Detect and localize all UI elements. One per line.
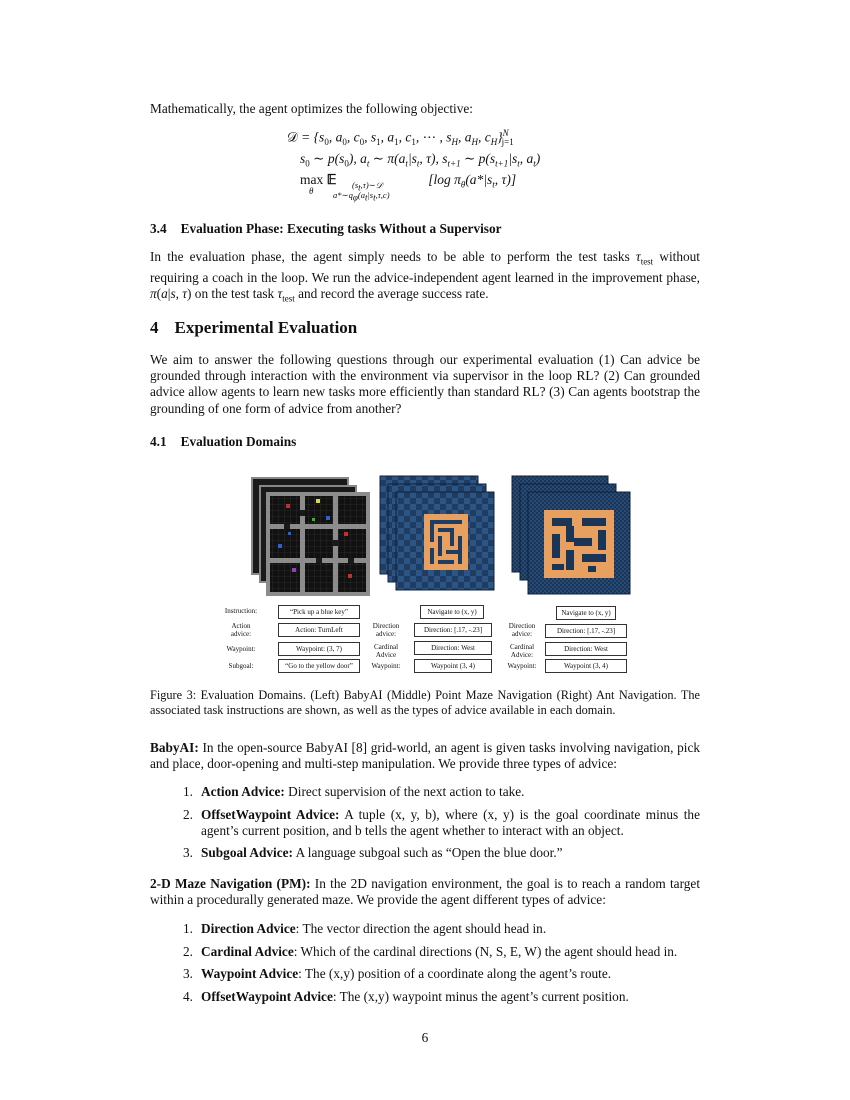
list-item <box>175 944 700 962</box>
maze-item-2-text: : Which of the cardinal directions (N, S, E, W) the agent should head in. <box>293 944 678 959</box>
eq-sub1: $(s_t,\tau)\sim 𝒟$ <box>352 180 383 193</box>
point-maze-value-direction: Direction: [.17, -.23] <box>414 623 492 637</box>
ant-value-waypoint: Waypoint (3, 4) <box>545 659 627 673</box>
section-3-4-number: 3.4 <box>150 221 167 236</box>
ant-value-instruction: Navigate to (x, y) <box>556 606 616 620</box>
list-item <box>175 807 700 841</box>
point-maze-label-cardinal: Cardinal Advice <box>373 643 399 659</box>
ant-value-cardinal: Direction: West <box>545 642 627 656</box>
point-maze-value-waypoint: Waypoint (3, 4) <box>414 659 492 673</box>
equation-line-2: $s_0$ ∼ $p(s_0)$, $a_t$ ∼ $\pi(a_t|s_t$, τ), $s_{t+1}$ ∼ $p(s_{t+1}|s_t$, $a_t$) <box>300 151 541 169</box>
section-4-1-heading <box>150 434 296 450</box>
equation-line-1: 𝒟 = {$s_0$, $a_0$, $c_0$, $s_1$, $a_1$, $c_1$, ⋯ , $s_H$, $a_H$, $c_H\}^N_{j=1}$ <box>287 128 514 148</box>
figure-3-images <box>248 474 648 604</box>
maze-item-1-num: 1. <box>183 921 193 936</box>
list-item <box>175 784 700 802</box>
section-4-heading <box>150 318 357 338</box>
section-4-1-title: Evaluation Domains <box>180 434 297 449</box>
list-item <box>175 989 700 1007</box>
section-4-paragraph: We aim to answer the following questions through our experimental evaluation (1) Can advice be grounded through interaction with the environment via supervisor in the loop RL? (2) Can grounded advice allow agents to learn new tasks more efficiently than standard RL? (3) Can agents bootstrap the grounding of one form of advice from another? <box>150 352 700 416</box>
babyai-label-action: Action advice: <box>230 622 252 638</box>
ant-value-direction: Direction: [.17, -.23] <box>545 624 627 638</box>
maze-item-3-bold: Waypoint Advice <box>201 966 299 981</box>
maze-lead: 2-D Maze Navigation (PM): <box>150 876 311 891</box>
point-maze-advice-table <box>368 603 498 673</box>
maze-text: In the 2D navigation environment, the goal is to reach a random target within a procedurally generated maze. We provide the agent different types of advice: <box>150 876 701 908</box>
list-item <box>175 921 700 939</box>
babyai-advice-table <box>216 603 366 673</box>
babyai-label-subgoal: Subgoal: <box>228 662 254 670</box>
section-3-4-title: Evaluation Phase: Executing tasks Without a Supervisor <box>180 221 502 236</box>
babyai-item-2-bold: OffsetWaypoint Advice: <box>201 807 340 822</box>
babyai-item-1-bold: Action Advice: <box>201 784 285 799</box>
eq-max: max <box>300 172 324 187</box>
page-number: 6 <box>421 1030 429 1045</box>
babyai-item-3-num: 3. <box>183 845 193 860</box>
point-maze-value-cardinal: Direction: West <box>414 641 492 655</box>
babyai-value-waypoint: Waypoint: (3, 7) <box>278 642 360 656</box>
babyai-image-stack <box>252 478 368 594</box>
babyai-item-3-bold: Subgoal Advice: <box>201 845 293 860</box>
maze-item-3-text: : The (x,y) position of a coordinate along the agent’s route. <box>298 966 612 981</box>
point-maze-image-stack <box>380 476 494 590</box>
point-maze-label-waypoint: Waypoint: <box>371 662 401 670</box>
maze-item-4-num: 4. <box>183 989 193 1004</box>
babyai-item-2-text: A tuple (x, y, b), where (x, y) is the goal coordinate minus the agent’s current position, and b tells the agent whether to interact with an object. <box>201 807 700 839</box>
babyai-label-instruction: Instruction: <box>224 607 258 615</box>
babyai-value-action: Action: TurnLeft <box>278 623 360 637</box>
section-4-title: Experimental Evaluation <box>174 318 358 337</box>
ant-label-direction: Direction advice: <box>508 622 536 638</box>
babyai-label-waypoint: Waypoint: <box>226 645 256 653</box>
intro-line: Mathematically, the agent optimizes the following objective: <box>150 101 473 116</box>
point-maze-value-instruction: Navigate to (x, y) <box>420 605 484 619</box>
babyai-item-2-num: 2. <box>183 807 193 822</box>
maze-item-1-text: : The vector direction the agent should head in. <box>295 921 547 936</box>
eq-expectation: 𝔼 <box>326 172 337 187</box>
ant-label-waypoint: Waypoint: <box>507 662 537 670</box>
maze-paragraph <box>150 876 700 908</box>
point-maze-label-direction: Direction advice: <box>372 622 400 638</box>
babyai-item-3-text: A language subgoal such as “Open the blue door.” <box>293 845 563 860</box>
maze-item-2-bold: Cardinal Advice <box>201 944 294 959</box>
maze-item-3-num: 3. <box>183 966 193 981</box>
maze-item-2-num: 2. <box>183 944 193 959</box>
babyai-paragraph <box>150 740 700 772</box>
babyai-value-instruction: “Pick up a blue key” <box>278 605 360 619</box>
list-item <box>175 966 700 984</box>
maze-item-4-bold: OffsetWaypoint Advice <box>201 989 333 1004</box>
section-4-1-number: 4.1 <box>150 434 167 449</box>
section-3-4-paragraph: In the evaluation phase, the agent simply needs to be able to perform the test tasks $\tau_{test}$ without requiring a coach in the loop. We run the advice-independent agent learned in the improvement phase, π(a|s, τ) on the test task $\tau_{test}$ and record the average success rate. <box>150 249 700 304</box>
figure-3-caption: Figure 3: Evaluation Domains. (Left) BabyAI (Middle) Point Maze Navigation (Right) Ant Navigation. The associated task instructions are shown, as well as the types of advice available in each domain. <box>150 688 700 717</box>
maze-item-1-bold: Direction Advice <box>201 921 296 936</box>
babyai-item-1-text: Direct supervision of the next action to take. <box>284 784 525 799</box>
section-3-4-heading <box>150 221 502 237</box>
ant-advice-table <box>505 603 635 673</box>
section-4-number: 4 <box>150 318 159 337</box>
eq-sub2: $a*\sim q_\varphi(a_t|s_t,\tau,c)$ <box>333 190 390 203</box>
babyai-lead: BabyAI: <box>150 740 199 755</box>
ant-navigation-image-stack <box>512 476 630 594</box>
babyai-value-subgoal: “Go to the yellow door” <box>278 659 360 673</box>
babyai-text: In the open-source BabyAI [8] grid-world, an agent is given tasks involving navigation, pick and place, door-opening and multi-step manipulation. We provide three types of advice: <box>150 740 700 772</box>
ant-label-cardinal: Cardinal Advice: <box>509 643 535 659</box>
eq-theta: θ <box>309 186 314 196</box>
list-item <box>175 845 700 863</box>
maze-item-4-text: : The (x,y) waypoint minus the agent’s current position. <box>332 989 629 1004</box>
babyai-item-1-num: 1. <box>183 784 193 799</box>
equation-line-3: max 𝔼 [log $\pi_\theta(a*|s_t$, τ)] <box>300 172 517 190</box>
